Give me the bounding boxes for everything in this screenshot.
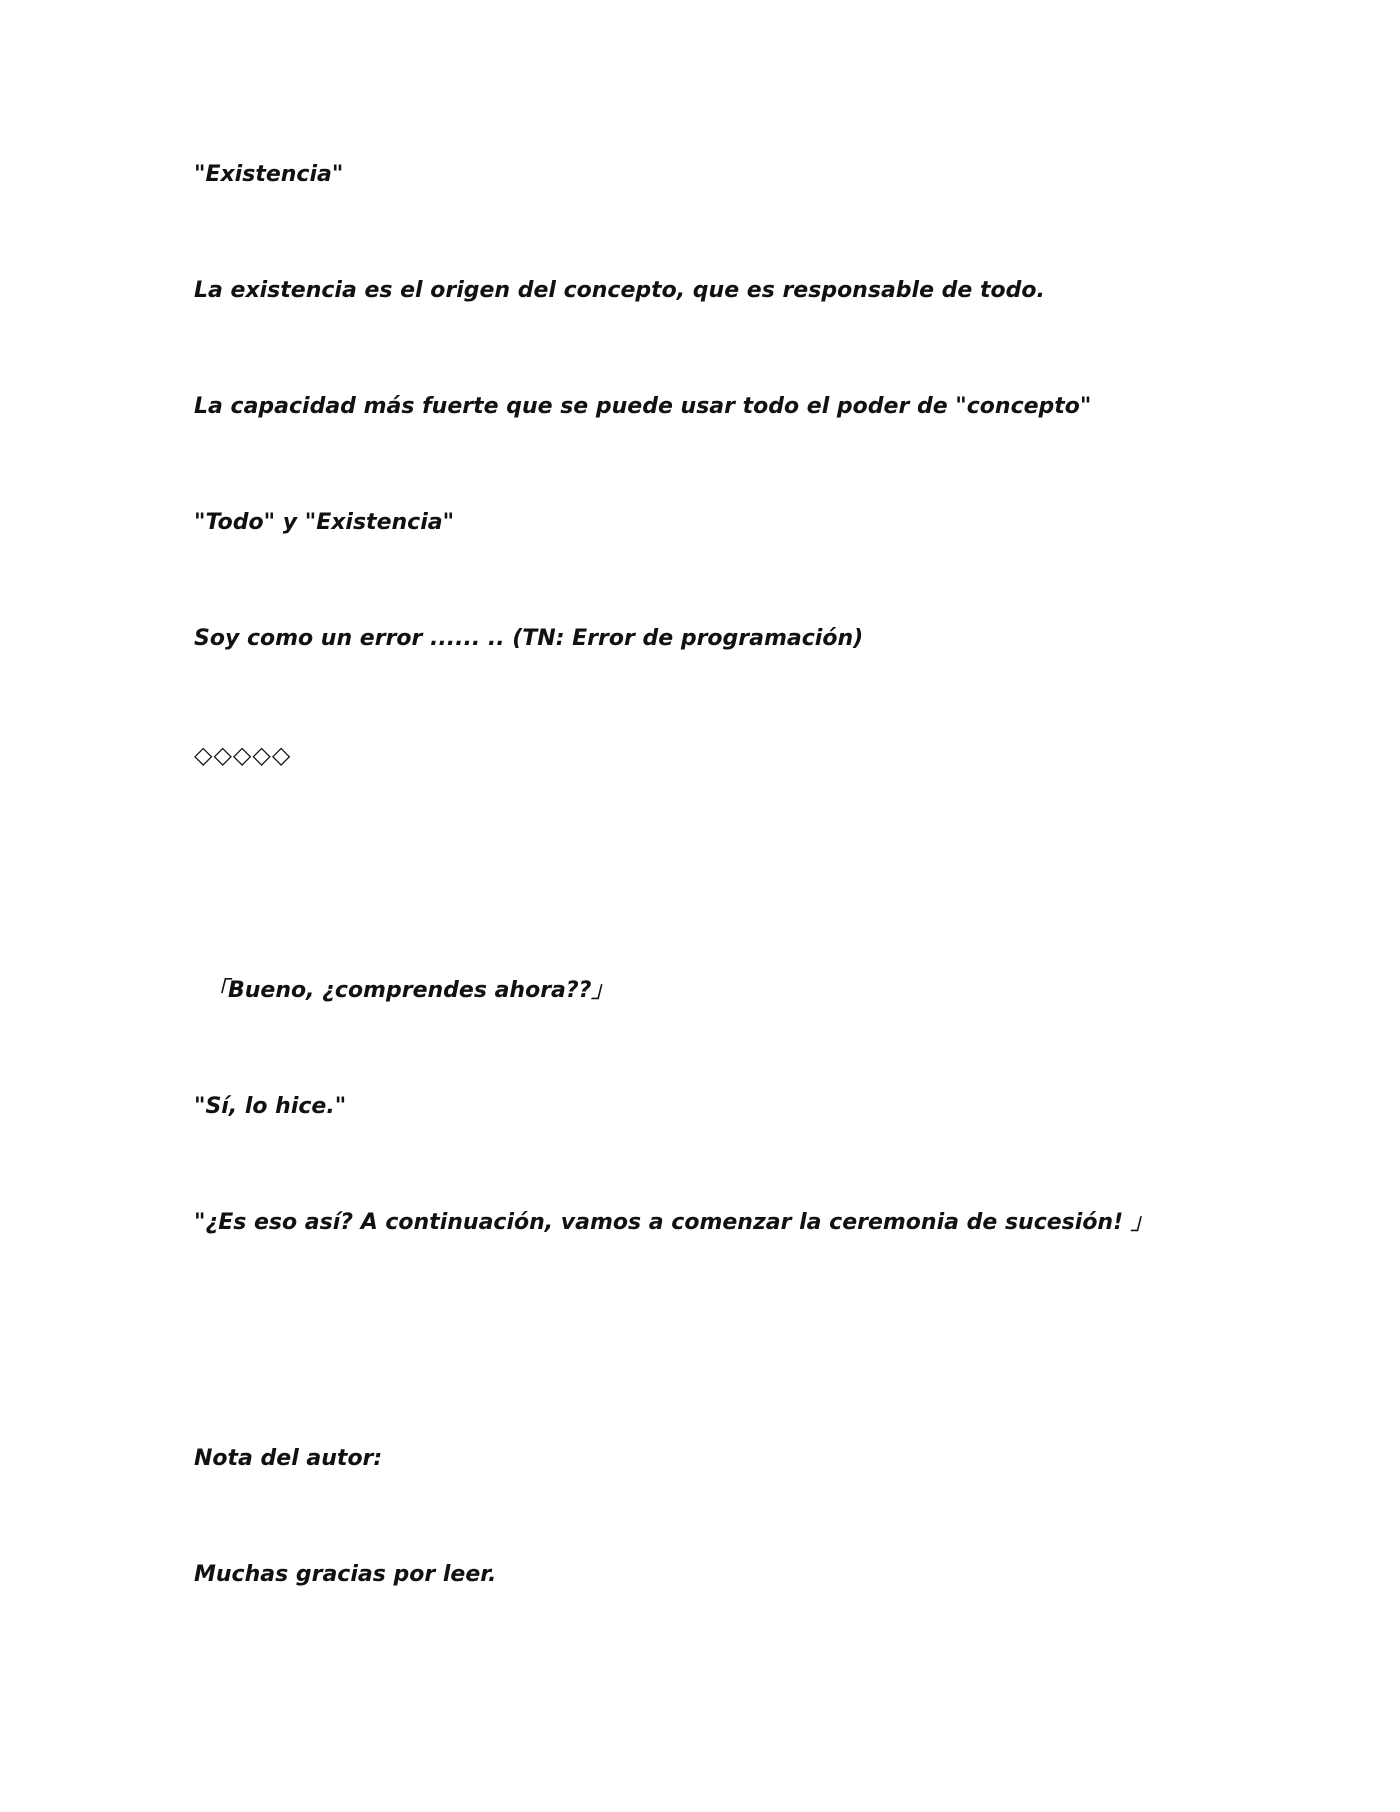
dialogue-ceremonia: "¿Es eso así? A continuación, vamos a comenzar la ceremonia de sucesión! 」 bbox=[194, 1210, 1153, 1235]
author-note-heading: Nota del autor: bbox=[194, 1446, 383, 1471]
paragraph-existencia-title: "Existencia" bbox=[194, 162, 344, 187]
section-divider-diamonds: ◇◇◇◇◇ bbox=[194, 741, 292, 769]
dialogue-si-lo-hice: "Sí, lo hice." bbox=[194, 1094, 347, 1119]
dialogue-bueno: 「Bueno, ¿comprendes ahora??」 bbox=[206, 978, 614, 1003]
author-note-thanks: Muchas gracias por leer. bbox=[194, 1562, 497, 1587]
paragraph-error: Soy como un error ...... .. (TN: Error de programación) bbox=[194, 626, 864, 651]
paragraph-todo-existencia: "Todo" y "Existencia" bbox=[194, 510, 455, 535]
paragraph-existence-origin: La existencia es el origen del concepto, que es responsable de todo. bbox=[194, 278, 1045, 303]
paragraph-strongest-ability: La capacidad más fuerte que se puede usar todo el poder de "concepto" bbox=[194, 394, 1092, 419]
